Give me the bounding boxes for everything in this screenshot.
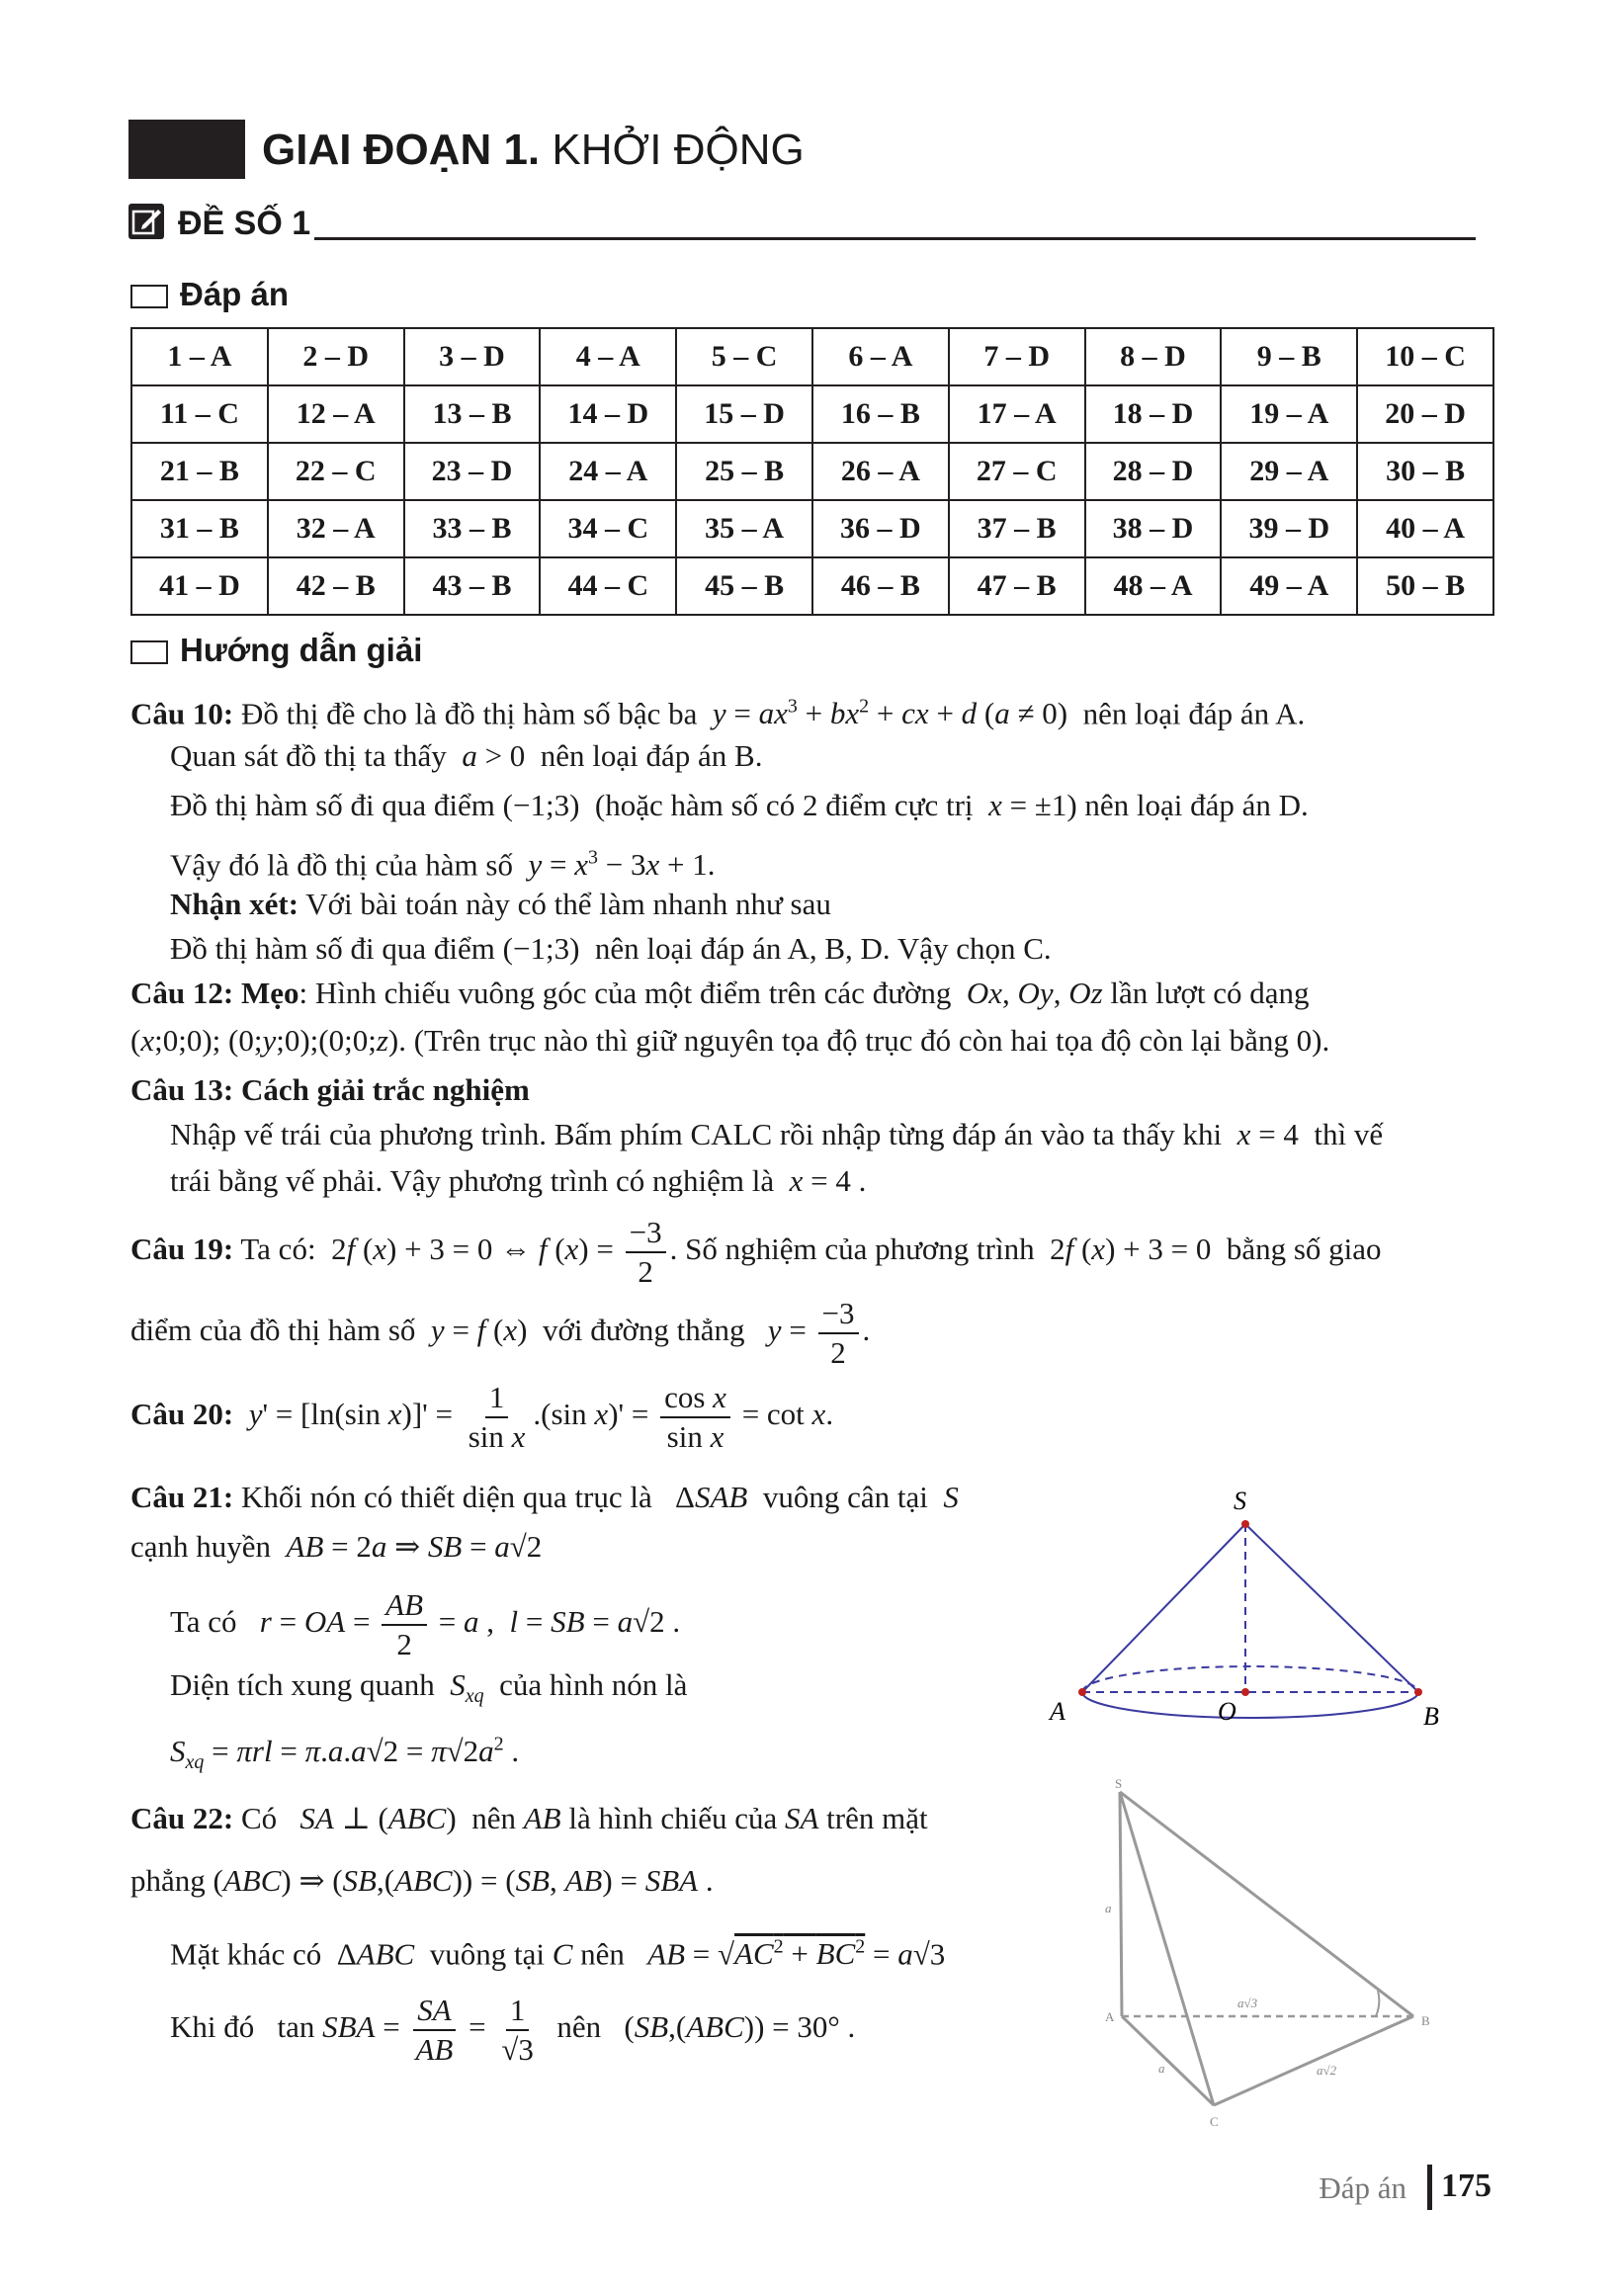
- answer-cell: 40 – A: [1357, 500, 1493, 557]
- page-number: 175: [1441, 2168, 1491, 2204]
- label-ac-length: a: [1158, 2061, 1165, 2076]
- label-sa-length: a: [1105, 1901, 1112, 1915]
- q20-line: Câu 20: y' = [ln(sin x)]' = $\frac{1}{\text{sin x}}$ .(sin x)' = $\frac{\text{cos x}}{\text{sin x}}$ = cot x.: [130, 1380, 834, 1454]
- edge-sb: [1120, 1792, 1413, 2016]
- answer-cell: 31 – B: [131, 500, 268, 557]
- answer-cell: 12 – A: [268, 385, 404, 443]
- q21-line3: Ta có r = OA = $\frac{AB}{2}$ = a , l = SB = a√2 .: [170, 1587, 681, 1661]
- answer-cell: 9 – B: [1221, 328, 1357, 385]
- q22-line4: Khi đó tan SBA = $\frac{SA}{AB}$ = $\frac{1}{√3}$ nên (SB,(ABC)) = 30° .: [170, 1993, 856, 2067]
- answer-row: [131, 328, 1493, 385]
- q13-line1: Nhập vế trái của phương trình. Bấm phím CALC rồi nhập từng đáp án vào ta thấy khi x = 4 thì vế: [170, 1117, 1384, 1151]
- answer-cell: 29 – A: [1221, 443, 1357, 500]
- answer-row: [131, 500, 1493, 557]
- footer-label: Đáp án: [1319, 2170, 1406, 2205]
- label-a: A: [1050, 1697, 1065, 1726]
- q10-line3: Đồ thị hàm số đi qua điểm (−1;3) (hoặc hàm số có 2 điểm cực trị x = ±1) nên loại đáp án D.: [170, 788, 1309, 822]
- answer-cell: 25 – B: [676, 443, 812, 500]
- pencil-icon: [128, 204, 164, 239]
- answer-cell: 24 – A: [540, 443, 676, 500]
- q10-line6: Đồ thị hàm số đi qua điểm (−1;3) nên loại đáp án A, B, D. Vậy chọn C.: [170, 931, 1052, 966]
- answer-cell: 33 – B: [404, 500, 541, 557]
- answer-cell: 8 – D: [1085, 328, 1222, 385]
- answer-cell: 39 – D: [1221, 500, 1357, 557]
- section-box-icon: [130, 285, 168, 308]
- answer-cell: 14 – D: [540, 385, 676, 443]
- title-underline: [314, 237, 1476, 240]
- q21-line1: Câu 21: Khối nón có thiết diện qua trục là ΔSAB vuông cân tại S: [130, 1480, 959, 1514]
- answer-cell: 28 – D: [1085, 443, 1222, 500]
- answer-cell: 38 – D: [1085, 500, 1222, 557]
- label-b: B: [1423, 1702, 1439, 1731]
- answer-row: [131, 385, 1493, 443]
- phase-title: GIAI ĐOẠN 1. KHỞI ĐỘNG: [262, 126, 805, 174]
- q22-line2: phẳng (ABC) ⇒ (SB,(ABC)) = (SB, AB) = SBA .: [130, 1863, 714, 1898]
- q21-line2: cạnh huyền AB = 2a ⇒ SB = a√2: [130, 1529, 543, 1564]
- q13-line2: trái bằng vế phải. Vậy phương trình có nghiệm là x = 4 .: [170, 1163, 867, 1198]
- label-s: S: [1115, 1776, 1123, 1791]
- answer-cell: 22 – C: [268, 443, 404, 500]
- section-box-icon: [130, 640, 168, 664]
- edge-cb: [1214, 2016, 1413, 2105]
- answer-cell: 5 – C: [676, 328, 812, 385]
- q22-line1: Câu 22: Có SA ⊥ (ABC) nên AB là hình chiếu của SA trên mặt: [130, 1801, 928, 1835]
- q22-line3: Mặt khác có ΔABC vuông tại C nên AB = $√AC^2 + BC^2 = a√3$: [170, 1936, 946, 1972]
- answer-cell: 18 – D: [1085, 385, 1222, 443]
- answer-cell: 13 – B: [404, 385, 541, 443]
- answer-cell: 34 – C: [540, 500, 676, 557]
- q19-line1: Câu 19: Ta có: 2f (x) + 3 = 0 ⇔ f (x) = $\frac{-3}{2}$ . Số nghiệm của phương trình 2f (x) + 3 = 0 bằng số giao: [130, 1215, 1382, 1289]
- answer-cell: 35 – A: [676, 500, 812, 557]
- answer-cell: 41 – D: [131, 557, 268, 615]
- answer-cell: 50 – B: [1357, 557, 1493, 615]
- answer-cell: 32 – A: [268, 500, 404, 557]
- answer-cell: 21 – B: [131, 443, 268, 500]
- pyramid-figure: [1087, 1774, 1443, 2140]
- answer-cell: 37 – B: [949, 500, 1085, 557]
- label-o: O: [1218, 1697, 1236, 1726]
- answer-cell: 46 – B: [812, 557, 949, 615]
- q21-line4: Diện tích xung quanh $S_{xq}$ của hình nón là: [170, 1667, 688, 1708]
- answer-cell: 4 – A: [540, 328, 676, 385]
- q10-remark: Nhận xét: Với bài toán này có thể làm nhanh như sau: [170, 887, 831, 921]
- answer-cell: 43 – B: [404, 557, 541, 615]
- answer-cell: 1 – A: [131, 328, 268, 385]
- label-ab-length: a√3: [1237, 1996, 1258, 2010]
- answer-cell: 36 – D: [812, 500, 949, 557]
- answer-cell: 10 – C: [1357, 328, 1493, 385]
- label-b: B: [1421, 2013, 1430, 2028]
- cone-base-back: [1082, 1666, 1418, 1692]
- answer-cell: 19 – A: [1221, 385, 1357, 443]
- answer-cell: 17 – A: [949, 385, 1085, 443]
- answer-cell: 45 – B: [676, 557, 812, 615]
- answer-cell: 23 – D: [404, 443, 541, 500]
- answer-cell: 11 – C: [131, 385, 268, 443]
- answer-cell: 26 – A: [812, 443, 949, 500]
- answer-cell: 6 – A: [812, 328, 949, 385]
- answer-cell: 20 – D: [1357, 385, 1493, 443]
- q19-line2: điểm của đồ thị hàm số y = f (x) với đường thẳng y = $\frac{-3}{2}$ .: [130, 1296, 871, 1370]
- label-a: A: [1105, 2009, 1115, 2024]
- q21-formula: $S_{xq} = \pi rl = \pi.a.a√2 = \pi√2a^2$ .: [170, 1734, 520, 1774]
- answer-cell: 27 – C: [949, 443, 1085, 500]
- answer-cell: 2 – D: [268, 328, 404, 385]
- q12-line2: (x;0;0); (0;y;0);(0;0;z). (Trên trục nào thì giữ nguyên tọa độ trục đó còn hai tọa độ còn lại bằng 0).: [130, 1023, 1330, 1058]
- answer-cell: 44 – C: [540, 557, 676, 615]
- cone-figure: [1038, 1483, 1492, 1740]
- answer-cell: 48 – A: [1085, 557, 1222, 615]
- answer-cell: 47 – B: [949, 557, 1085, 615]
- q10-line1: Câu 10: Đồ thị đề cho là đồ thị hàm số bậc ba $y = ax^3 + bx^2$ + cx + d (a ≠ 0) nên loại đáp án A.: [130, 696, 1306, 731]
- label-c: C: [1210, 2114, 1219, 2129]
- edge-sa: [1120, 1792, 1122, 2016]
- answer-cell: 7 – D: [949, 328, 1085, 385]
- answer-cell: 3 – D: [404, 328, 541, 385]
- solutions-heading: Hướng dẫn giải: [180, 632, 423, 668]
- label-s: S: [1234, 1487, 1246, 1515]
- q13-heading: Câu 13: Cách giải trắc nghiệm: [130, 1072, 530, 1107]
- answer-cell: 49 – A: [1221, 557, 1357, 615]
- answers-heading: Đáp án: [180, 276, 290, 312]
- footer-divider: [1427, 2165, 1432, 2210]
- answer-cell: 42 – B: [268, 557, 404, 615]
- q12-line1: Câu 12: Mẹo: Hình chiếu vuông góc của một điểm trên các đường Ox, Oy, Oz lần lượt có dạng: [130, 976, 1310, 1010]
- answer-cell: 16 – B: [812, 385, 949, 443]
- q10-line4: Vậy đó là đồ thị của hàm số $y = x^3 - 3x + 1$.: [170, 847, 716, 883]
- label-cb-length: a√2: [1317, 2063, 1337, 2078]
- answer-row: [131, 443, 1493, 500]
- exam-title: ĐỀ SỐ 1: [178, 205, 311, 242]
- answer-row: [131, 557, 1493, 615]
- answer-cell: 30 – B: [1357, 443, 1493, 500]
- q10-line2: Quan sát đồ thị ta thấy a > 0 nên loại đáp án B.: [170, 738, 763, 773]
- section-header-block: [128, 120, 245, 179]
- answer-table: [130, 327, 1494, 616]
- answer-cell: 15 – D: [676, 385, 812, 443]
